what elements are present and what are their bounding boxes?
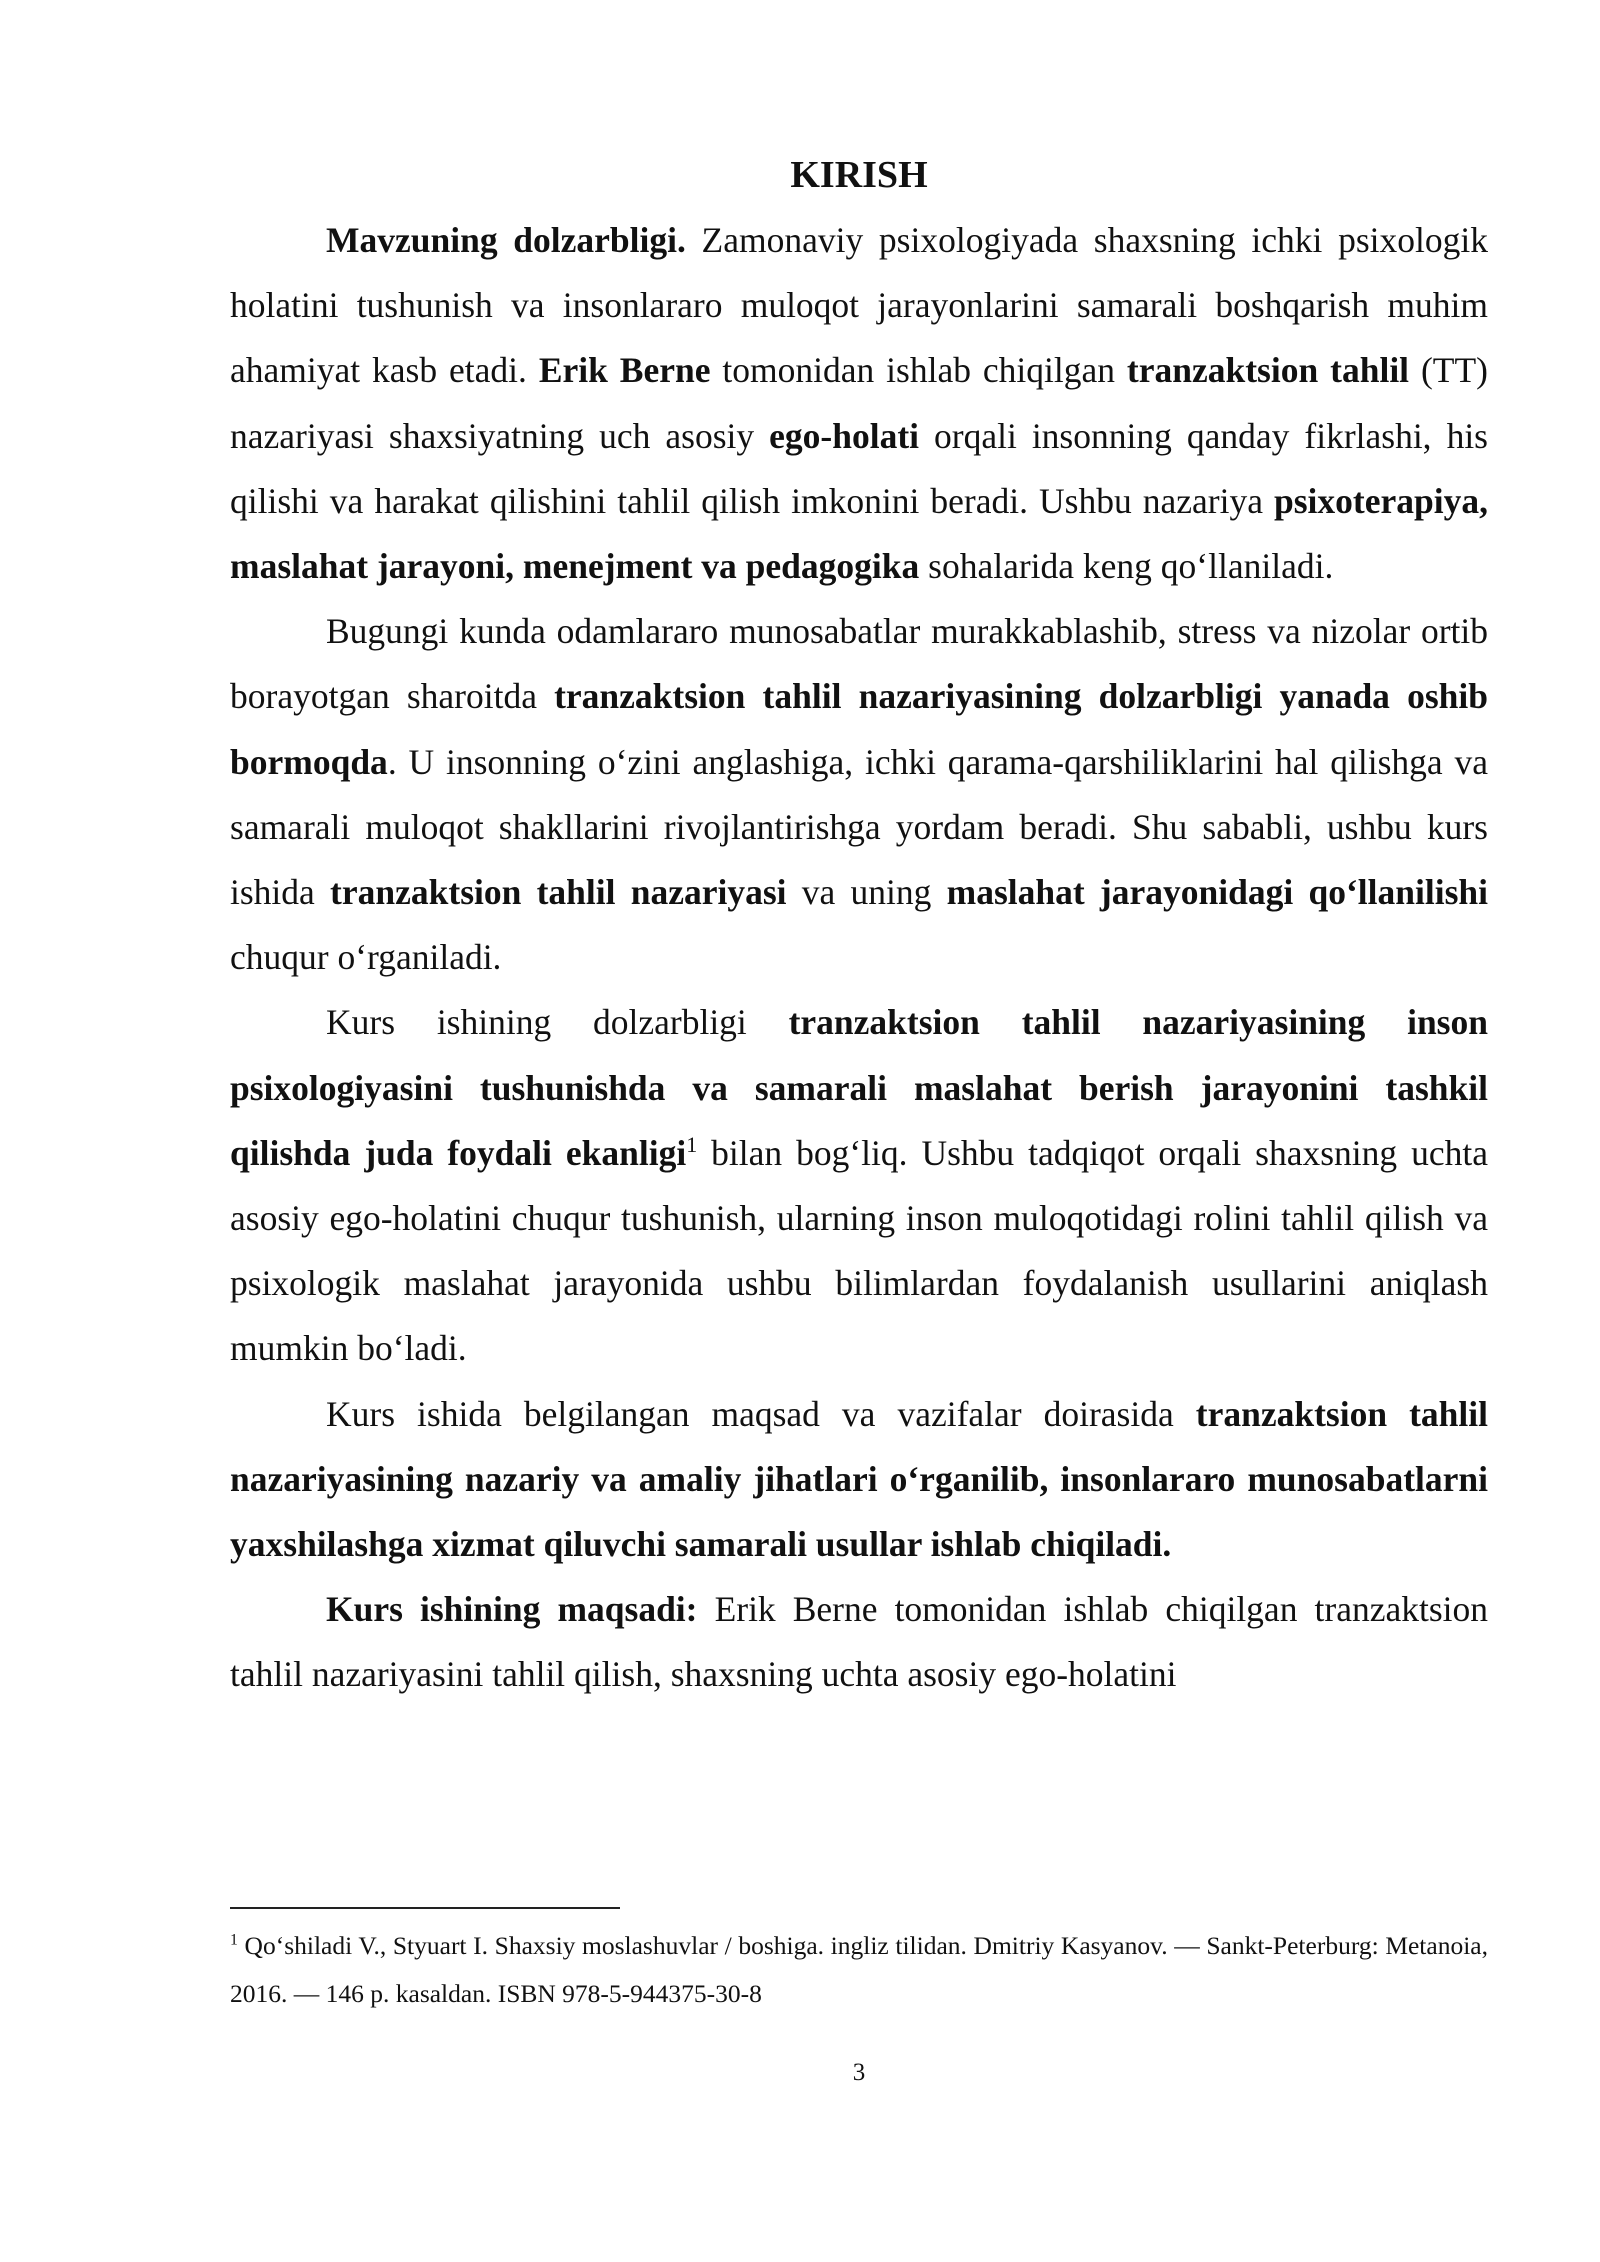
run-bold: tranzaktsion tahlil	[1126, 350, 1410, 391]
body-text	[230, 208, 1488, 1708]
run-text: Kurs ishining dolzarbligi	[326, 1002, 789, 1043]
run-text: . U insonning o‘zini anglashiga, ichki qarama-qarshiliklarini hal qilishga va samarali muloqot shakllarini rivojlantirishga yordam beradi. Shu sababli, ushbu kurs ishida	[230, 741, 1488, 913]
run-text: bilan bog‘liq. Ushbu tadqiqot orqali shaxsning uchta asosiy ego-holatini chuqur tushunish, ularning inson muloqotidagi rolini tahlil qilish va psixologik maslahat jarayonida ushbu bilimlardan foydalanish usullarini aniqlash mumkin bo‘ladi.	[230, 1132, 1488, 1369]
run-bold: Erik Berne	[538, 350, 711, 391]
run-bold: Kurs ishining maqsadi:	[326, 1589, 698, 1630]
run-text: Kurs ishida belgilangan maqsad va vazifalar doirasida	[326, 1393, 1196, 1434]
run-text: Zamonaviy psixologiyada shaxsning ichki psixologik holatini tushunish va insonlararo muloqot jarayonlarini samarali boshqarish muhim ahamiyat kasb etadi.	[230, 220, 1489, 391]
paragraph-today	[230, 599, 1488, 990]
run-text: chuqur o‘rganiladi.	[230, 937, 502, 978]
run-bold: tranzaktsion tahlil nazariyasi	[330, 872, 787, 913]
footnote-reference[interactable]: 1	[686, 1132, 698, 1158]
run-bold: psixoterapiya, maslahat jarayoni, menejment va pedagogika	[230, 480, 1488, 587]
run-text: Erik Berne tomonidan ishlab chiqilgan tranzaktsion tahlil nazariyasini tahlil qilish, shaxsning uchta asosiy ego-holatini	[230, 1589, 1488, 1695]
run-bold: ego-holati	[769, 415, 920, 456]
run-text: tomonidan ishlab chiqilgan	[710, 350, 1127, 391]
run-text: sohalarida keng qo‘llaniladi.	[919, 546, 1334, 587]
footnote-marker: 1	[230, 1931, 238, 1949]
run-text: (TT) nazariyasi shaxsiyatning uch asosiy	[230, 350, 1488, 456]
run-text: va uning	[786, 872, 947, 913]
run-text: orqali insonning qanday fikrlashi, his qilishi va harakat qilishini tahlil qilish imkonini beradi. Ushbu nazariya	[230, 415, 1488, 521]
paragraph-tasks	[230, 1382, 1488, 1578]
paragraph-goal	[230, 1577, 1488, 1707]
paragraph-course-relevance	[230, 990, 1488, 1381]
run-bold: Mavzuning dolzarbligi.	[326, 220, 686, 260]
footnote-text: Qo‘shiladi V., Styuart I. Shaxsiy moslashuvlar / boshiga. ingliz tilidan. Dmitriy Kasyanov. — Sankt-Peterburg: Metanoia, 2016. — 146 p. kasaldan. ISBN 978-5-944375-30-8	[230, 1931, 1488, 2008]
run-bold: maslahat jarayonidagi qo‘llanilishi	[946, 872, 1488, 913]
page-number: 3	[852, 2059, 866, 2086]
run-bold: tranzaktsion tahlil nazariyasining nazariy va amaliy jihatlari o‘rganilib, insonlararo munosabatlarni yaxshilashga xizmat qiluvchi samarali usullar ishlab chiqiladi.	[230, 1393, 1488, 1565]
footnote-separator	[230, 1907, 620, 1909]
run-text: Bugungi kunda odamlararo munosabatlar murakkablashib, stress va nizolar ortib borayotgan sharoitda	[230, 611, 1488, 717]
run-bold: tranzaktsion tahlil nazariyasining dolzarbligi yanada oshib bormoqda	[230, 676, 1488, 782]
footnote	[230, 1922, 1488, 2018]
run-bold: tranzaktsion tahlil nazariyasining inson psixologiyasini tushunishda va samarali maslahat berish jarayonini tashkil qilishda juda foydali ekanligi	[230, 1002, 1488, 1173]
section-heading: KIRISH	[790, 154, 928, 196]
paragraph-relevance	[230, 208, 1488, 599]
